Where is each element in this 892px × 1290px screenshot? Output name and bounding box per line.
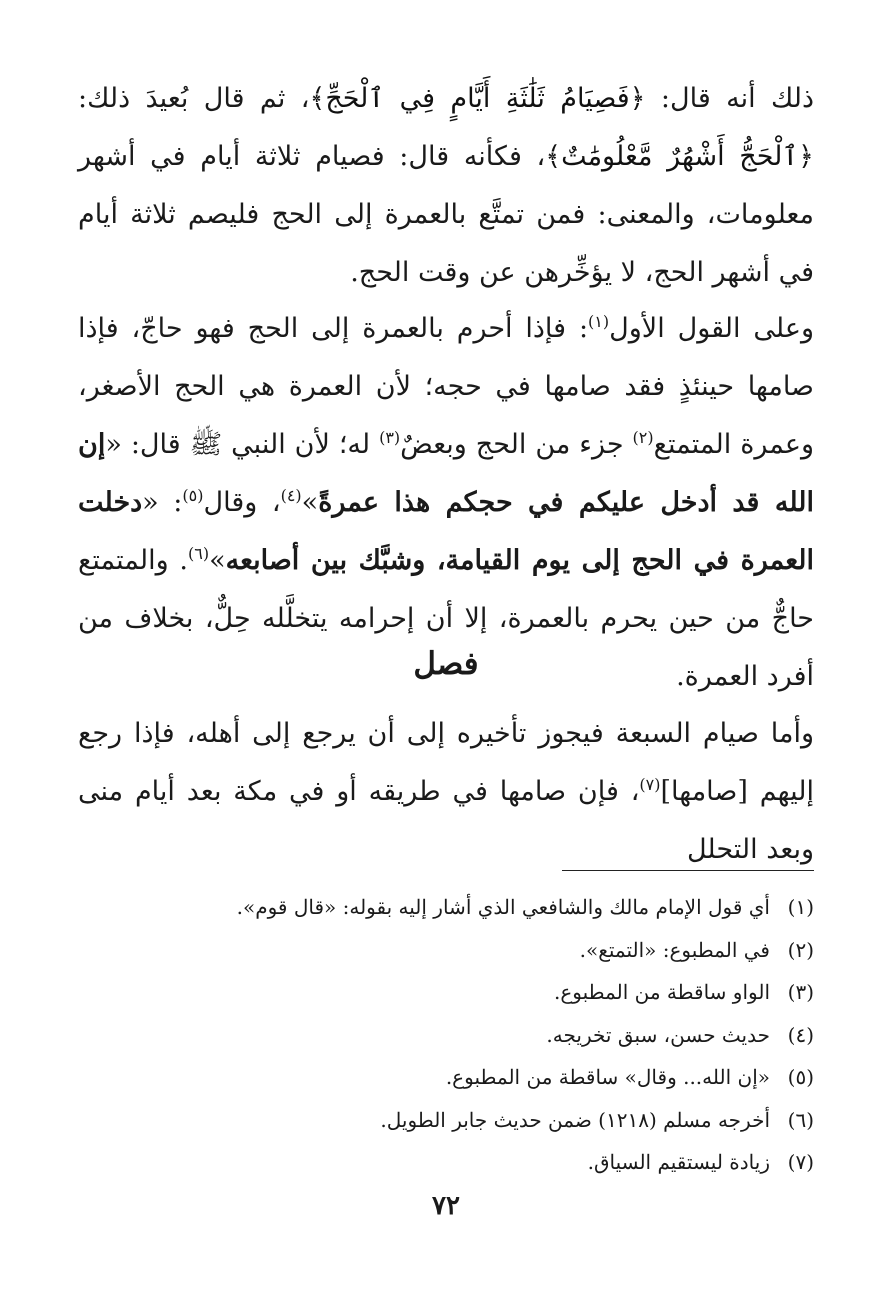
footnote-item	[78, 1056, 814, 1099]
footnote-item	[78, 1014, 814, 1057]
p1-text-b: ، ثم قال بُعيدَ ذلك:	[78, 83, 310, 114]
footnote-number: (٤)	[787, 1022, 814, 1047]
p1-text-c: ، فكأنه قال: فصيام ثلاثة أيام في أشهر معلومات، والمعنى: فمن تمتَّع بالعمرة إلى الحج فليصم ثلاثة أيام في أشهر الحج، لا يؤخِّرهن عن وقت الحج.	[78, 141, 814, 288]
footnote-ref-3[interactable]: (٣)	[379, 428, 401, 447]
footnote-number: (٣)	[787, 980, 814, 1004]
p2-text-f: ، وقال	[203, 487, 281, 518]
footnote-number: (٢)	[787, 937, 814, 962]
footnote-text: حديث حسن، سبق تخريجه.	[546, 1022, 770, 1047]
p2-text-b: : فإذا أحرم بالعمرة إلى الحج فهو حاجّ، فإذا صامها حينئذٍ فقد صامها في حجه؛ لأن العمرة هي الحج الأصغر، وعمرة المتمتع	[78, 313, 814, 460]
page-number: ٧٢	[432, 1191, 460, 1221]
footnote-text: في المطبوع: «التمتع».	[579, 937, 770, 962]
footnote-ref-2[interactable]: (٢)	[632, 428, 654, 447]
footnote-text: «إن الله... وقال» ساقطة من المطبوع.	[445, 1065, 770, 1089]
paragraph-3	[78, 705, 814, 879]
p3-text-b: ، فإن صامها في طريقه أو في مكة بعد أيام منى وبعد التحلل	[78, 776, 814, 865]
p2-text-e: »	[301, 487, 319, 518]
footnote-item	[78, 929, 814, 972]
footnote-ref-4[interactable]: (٤)	[280, 486, 302, 505]
hadith-quote-1: إن الله قد أدخل عليكم في حجكم هذا عمرةً	[78, 429, 814, 518]
footnote-ref-6[interactable]: (٦)	[188, 544, 210, 563]
footnote-item	[78, 1141, 814, 1184]
footnote-separator	[562, 870, 814, 871]
footnote-item	[78, 886, 814, 929]
footnote-ref-1[interactable]: (١)	[588, 312, 610, 331]
section-heading: فصل	[413, 646, 479, 682]
paragraph-1	[78, 70, 814, 302]
p2-text-c: جزء من الحج وبعضٌ	[400, 429, 633, 460]
footnote-ref-7[interactable]: (٧)	[639, 775, 661, 794]
footnote-number: (٦)	[787, 1107, 814, 1132]
p2-text-a: وعلى القول الأول	[609, 313, 814, 344]
footnote-text: الواو ساقطة من المطبوع.	[553, 980, 770, 1004]
footnote-item	[78, 1099, 814, 1142]
hadith-quote-2: دخلت العمرة في الحج إلى يوم القيامة، وشبَّك بين أصابعه	[78, 487, 814, 576]
footnote-number: (٥)	[787, 1065, 814, 1089]
footnote-text: أي قول الإمام مالك والشافعي الذي أشار إليه بقوله: «قال قوم».	[236, 895, 770, 919]
p1-text-a: ذلك أنه قال:	[645, 83, 815, 114]
p2-text-h: »	[209, 545, 226, 576]
footnotes-list	[78, 886, 814, 1184]
footnote-number: (٧)	[787, 1150, 814, 1174]
p2-text-d: له؛ لأن النبي ﷺ قال: «	[105, 429, 380, 460]
footnote-text: أخرجه مسلم (١٢١٨) ضمن حديث جابر الطويل.	[380, 1107, 770, 1132]
quran-verse-2: ﴿ٱلْحَجُّ أَشْهُرٌ مَّعْلُومَٰتٌ﴾	[545, 141, 814, 172]
footnote-ref-5[interactable]: (٥)	[182, 486, 204, 505]
footnote-number: (١)	[787, 895, 814, 919]
footnote-item	[78, 971, 814, 1014]
p2-text-g: : «	[142, 487, 183, 518]
footnote-text: زيادة ليستقيم السياق.	[587, 1150, 770, 1174]
p3-text-a: وأما صيام السبعة فيجوز تأخيره إلى أن يرجع إلى أهله، فإذا رجع إليهم [صامها]	[78, 718, 814, 807]
quran-verse-1: ﴿فَصِيَامُ ثَلَٰثَةِ أَيَّامٍ فِي ٱلْحَجِّ﴾	[309, 83, 646, 114]
p2-text-i: . والمتمتع حاجٌّ من حين يحرم بالعمرة، إلا أن إحرامه يتخلَّله حِلٌّ، بخلاف من أفرد العمرة.	[78, 545, 814, 692]
